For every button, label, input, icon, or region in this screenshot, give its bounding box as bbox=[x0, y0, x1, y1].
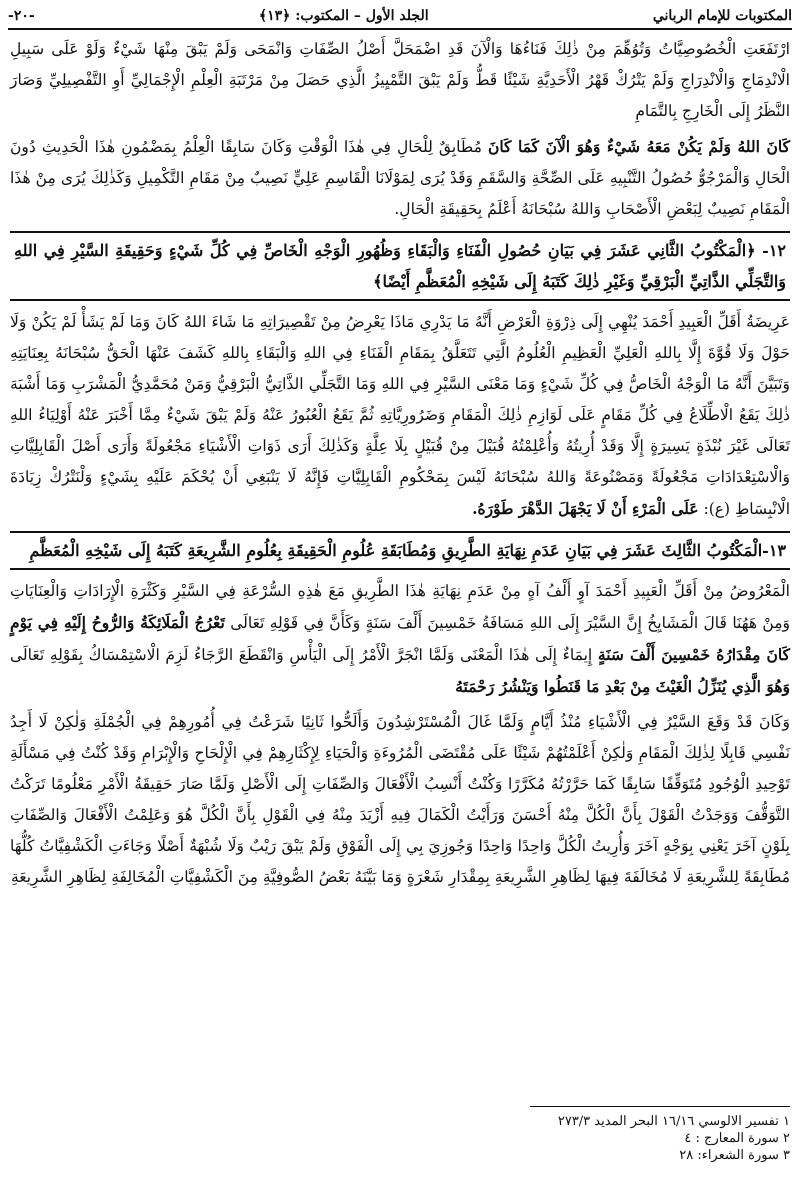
intro-paragraph-2 bbox=[10, 131, 790, 225]
letter-13-text-a: الْمَعْرُوضُ مِنْ أَقَلِّ الْعَبِيدِ أَحْمَدَ آوٍ أَلْفُ آهٍ مِنْ عَدَمِ نِهَايَةِ هٰذَا الطَّرِيقِ مَعَ هٰذِهِ السُّرْعَةِ فِي السَّيْرِ وَكَثْرَةِ الْإِرَادَاتِ وَالْعِنَايَاتِ وَمِنْ هَهُنَا قَالَ الْمَشَايِخُ إِنَّ السَّيْرَ إِلَى اللهِ مَسَافَةُ خَمْسِينَ أَلْفَ سَنَةٍ وَكَأَنَّ فِي قَوْلِهِ تَعَالَى bbox=[10, 582, 790, 632]
page-body bbox=[10, 34, 790, 897]
letter-13-paragraph-2: وَكَانَ قَدْ وَقَعَ السَّيْرُ فِي الْأَشْيَاءِ مُنْذُ أَيَّامٍ وَلَمَّا غَالَ الْمُسْتَرْشِدُونَ وَأَلَحُّوا ثَانِيًا شَرَعْتُ فِي أُمُورِهِمْ فِي الْجُمْلَةِ وَلٰكِنْ لَا أَجِدُ نَفْسِي قَابِلًا لِذٰلِكَ الْمَقَامِ وَلٰكِنْ أَعْلَمْتُهُمْ شَيْئًا عَلَى مُقْتَضَى الْمُرُوءَةِ وَالْحَيَاءِ لِإِكْثَارِهِمْ فِي الْإِلْحَاحِ وَالْإِبْرَامِ وَقَدْ كُنْتُ فِي مَسْأَلَةِ تَوْحِيدِ الْوُجُودِ مُتَوَقِّفًا سَابِقًا كَمَا حَرَّرْتُهُ مُكَرَّرًا وَكُنْتُ أَنْسِبُ الْأَفْعَالَ وَالصِّفَاتِ إِلَى الْأَصْلِ وَلَمَّا صَارَ حَقِيقَةُ الْأَمْرِ مَعْلُومًا تَرَكْتُ التَّوَقُّفَ وَوَجَدْتُ الْقَوْلَ بِأَنَّ الْكُلَّ مِنْهُ أَحْسَنَ وَرَأَيْتُ الْكَمَالَ فِيهِ أَزْيَدَ مِنْهُ فِي الْقَوْلِ بِأَنَّ الْكُلَّ هُوَ وَعَلِمْتُ الْأَفْعَالَ وَالصِّفَاتِ بِلَوْنٍ آخَرَ يَعْنِي بِوَجْهٍ آخَرَ وَأُرِيتُ الْكُلَّ وَاحِدًا وَاحِدًا وَجُوزِيَ بِي إِلَى الْفَوْقِ وَلَمْ يَبْقَ رَيْبٌ وَلَا شُبْهَةٌ أَصْلًا وَجَاءَتِ الْكَشْفِيَّاتُ كُلُّهَا مُطَابِقَةً لِلشَّرِيعَةِ لَا مُخَالَفَةَ فِيهَا لِظَاهِرِ الشَّرِيعَةِ بِمِقْدَارِ شَعْرَةٍ وَمَا بَيَّنَهُ بَعْضُ الصُّوفِيَّةِ مِنَ الْكَشْفِيَّاتِ الْمُخَالِفَةِ لِظَاهِرِ الشَّرِيعَةِ bbox=[10, 713, 790, 886]
intro-paragraph-2-text: مُطَابِقٌ لِلْحَالِ فِي هٰذَا الْوَقْتِ وَكَانَ سَابِقًا الْعِلْمُ بِمَضْمُونِ هٰذَا الْحَدِيثِ دُونَ الْحَالِ وَالْمَرْجُوُّ حُصُولُ التَّنْبِيهِ عَلَى الصِّحَّةِ وَالسَّقَمِ وَقَدْ يُرَى لِمَوْلَانَا الْقَاسِمِ عَلِيٍّ نَصِيبٌ مِنْ مَقَامِ التَّكْمِيلِ وَكَذٰلِكَ يُرَى مِنْ هٰذَا الْمَقَامِ نَصِيبٌ لِبَعْضِ الْأَصْحَابِ وَاللهُ سُبْحَانَهُ أَعْلَمُ بِحَقِيقَةِ الْحَالِ. bbox=[10, 138, 790, 218]
page-number: -٢٠- bbox=[8, 8, 35, 24]
quran-verse-2: وَهُوَ الَّذِي يُنَزِّلُ الْغَيْثَ مِنْ بَعْدِ مَا قَنَطُوا وَيَنْشُرُ رَحْمَتَهُ bbox=[455, 677, 790, 696]
footnote-2: ٢ سورة المعارج : ٤ bbox=[684, 1131, 790, 1146]
letter-12-text: عَرِيضَةُ أَقَلِّ الْعَبِيدِ أَحْمَدَ يُنْهِي إِلَى ذِرْوَةِ الْعَرْضِ أَنَّهُ مَا يَدْرِي مَاذَا يَعْرِضُ مِنْ تَقْصِيرَاتِهِ مَا شَاءَ اللهُ كَانَ وَمَا لَمْ يَشَأْ لَمْ يَكُنْ وَلَا حَوْلَ وَلَا قُوَّةَ إِلَّا بِاللهِ الْعَلِيِّ الْعَظِيمِ الْعُلُومُ الَّتِي تَتَعَلَّقُ بِمَقَامِ الْفَنَاءِ فِي اللهِ وَالْبَقَاءِ بِاللهِ كَشَفَ عَنْهَا الْحَقُّ سُبْحَانَهُ بِعِنَايَتِهِ وَتَبَيَّنَ أَنَّهُ مَا الْوَجْهُ الْخَاصُّ فِي كُلِّ شَيْءٍ وَمَا مَعْنَى السَّيْرِ فِي اللهِ وَمَا التَّجَلِّي الذَّاتِيُّ الْبَرْقِيُّ وَمَنْ مُحَمَّدِيُّ الْمَشْرَبِ وَمَا أَشْبَهَ ذٰلِكَ يَقَعُ الْاطِّلَاعُ فِي كُلِّ مَقَامٍ عَلَى لَوَازِمِ ذٰلِكَ الْمَقَامِ وَضَرُورِيَّاتِهِ ثُمَّ يَقَعُ الْعُبُورُ عَنْهُ وَلَمْ يَبْقَ شَيْءٌ مِمَّا أَخْبَرَ عَنْهُ أَوْلِيَاءُ اللهِ تَعَالَى غَيْرَ نُبْذَةٍ يَسِيرَةٍ إِلَّا وَقَدْ أُرِيتُهُ وَأُعْلِمْتُهُ قُبَيْلَ مِنْ قُبَيْلٍ بِلَا عِلَّةٍ وَكَذٰلِكَ أَرَى ذَوَاتِ الْأَشْيَاءِ مَجْعُولَةً وَأَرَى أَصْلَ الْقَابِلِيَّاتِ وَالْاسْتِعْدَادَاتِ مَجْعُولَةً وَمَصْنُوعَةً وَاللهُ سُبْحَانَهُ لَيْسَ بِمَحْكُومِ الْقَابِلِيَّاتِ فَإِنَّهُ لَا يَنْبَغِي أَنْ يُحْكَمَ عَلَيْهِ بِشَيْءٍ وَلْنَتْرُكْ زِيَادَةَ الْانْبِسَاطِ (ع): bbox=[10, 313, 790, 518]
letter-12-verse: عَلَى الْمَرْءِ أَنْ لَا يَجْهَلَ الدَّهْرَ طَوْرَهُ. bbox=[472, 499, 699, 518]
hadith-quote: كَانَ اللهُ وَلَمْ يَكُنْ مَعَهُ شَيْءٌ وَهُوَ الْآنَ كَمَا كَانَ bbox=[487, 137, 790, 156]
footnote-3: ٣ سورة الشعراء: ٢٨ bbox=[679, 1148, 790, 1163]
book-title: المكتوبات للإمام الرباني bbox=[652, 8, 792, 24]
footnotes bbox=[10, 1106, 790, 1164]
letter-13-heading: ١٣-الْمَكْتُوبُ الثَّالِثَ عَشَرَ فِي بَيَانِ عَدَمِ نِهَايَةِ الطَّرِيقِ وَمُطَابَقَةِ عُلُومِ الْحَقِيقَةِ بِعُلُومِ الشَّرِيعَةِ كَتَبَهُ إِلَى شَيْخِهِ الْمُعَظَّمِ bbox=[10, 531, 790, 570]
volume-info: الجلد الأول – المكتوب: ﴿١٣﴾ bbox=[258, 8, 429, 24]
quran-verse-1: تَعْرُجُ الْمَلَائِكَةُ وَالرُّوحُ إِلَيْهِ فِي يَوْمٍ كَانَ مِقْدَارُهُ خَمْسِينَ أَلْفَ سَنَةٍ bbox=[10, 613, 790, 664]
footnote-1: ١ تفسير الالوسي ١٦/١٦ البحر المديد ٢٧٣/٣ bbox=[557, 1114, 790, 1129]
page-header bbox=[8, 4, 792, 30]
letter-13-text-b: إِيمَاءٌ إِلَى هٰذَا الْمَعْنَى وَلَمَّا انْجَرَّ الْأَمْرُ إِلَى الْيَأْسِ وَانْقَطَعَ الرَّجَاءُ لَزِمَ الْاسْتِمْسَاكُ بِقَوْلِهِ تَعَالَى bbox=[10, 646, 593, 664]
letter-13-paragraph-1 bbox=[10, 576, 790, 703]
intro-paragraph-1: ارْتَفَعَتِ الْخُصُوصِيَّاتُ وَتُوُهِّمَ مِنْ ذٰلِكَ فَنَاءُهَا وَالْآنَ قَدِ اضْمَحَلَّ أَصْلُ الصِّفَاتِ وَانْمَحَى وَلَمْ يَبْقَ مِنْهَا شَيْءٌ وَلَوْ عَلَى سَبِيلِ الْانْدِمَاجِ وَالْانْدِرَاجِ وَلَمْ يَتْرُكْ قَهْرُ الْأَحَدِيَّةِ شَيْئًا قَطُّ وَلَمْ يَبْقَ التَّمْيِيزُ الَّذِي حَصَلَ مِنْ مَرْتَبَةِ الْعِلْمِ الْإِجْمَالِيِّ أَوِ التَّفْصِيلِيِّ وَصَارَ النَّظَرُ إِلَى الْخَارِجِ بِالتَّمَامِ bbox=[10, 40, 790, 120]
footnote-rule bbox=[530, 1106, 790, 1107]
letter-12-heading: ١٢- ﴿الْمَكْتُوبُ الثَّانِي عَشَرَ فِي بَيَانِ حُصُولِ الْفَنَاءِ وَالْبَقَاءِ وَظُهُورِ الْوَجْهِ الْخَاصِّ فِي كُلِّ شَيْءٍ وَحَقِيقَةِ السَّيْرِ فِي اللهِ وَالتَّجَلِّي الذَّاتِيِّ الْبَرْقِيِّ وَغَيْرِ ذٰلِكَ كَتَبَهُ إِلَى شَيْخِهِ الْمُعَظَّمِ أَيْضًا﴾ bbox=[10, 231, 790, 301]
letter-12-body bbox=[10, 307, 790, 525]
